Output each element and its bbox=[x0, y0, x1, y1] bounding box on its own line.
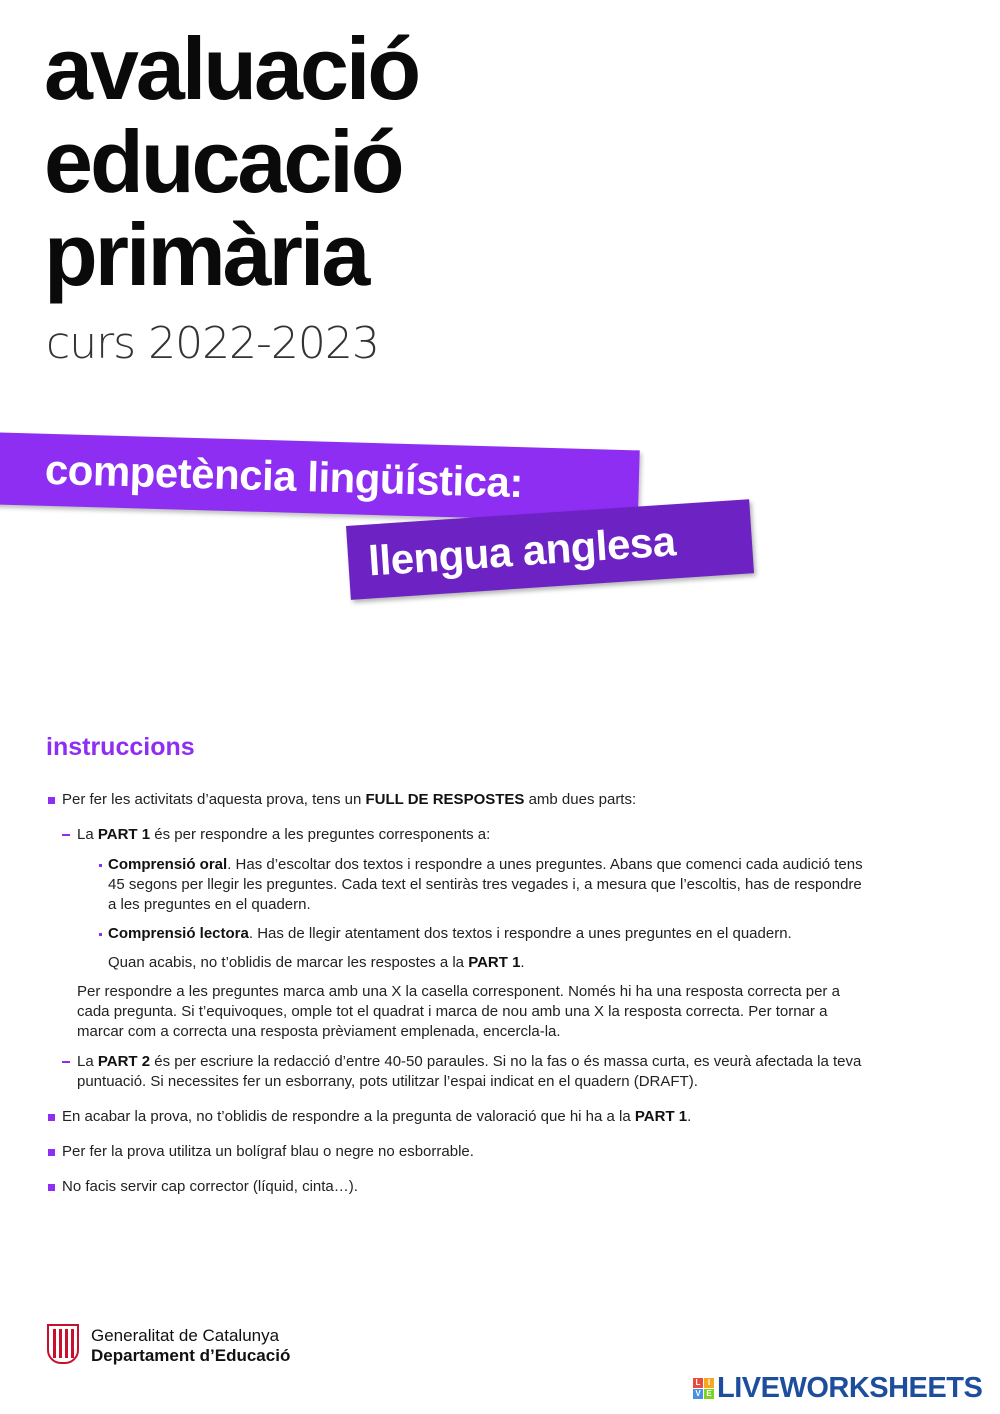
square-bullet-icon bbox=[48, 1149, 55, 1156]
title-line-1: avaluació bbox=[44, 19, 419, 118]
subject-banner-competence bbox=[0, 432, 640, 522]
banner-line-2: llengua anglesa bbox=[366, 517, 677, 585]
instruction-bullet-pen: Per fer la prova utilitza un bolígraf blau o negre no esborrable. bbox=[46, 1142, 866, 1162]
instruction-bullet-evaluation: En acabar la prova, no t’oblidis de respondre a la pregunta de valoració que hi ha a la PART 1. bbox=[46, 1107, 866, 1127]
instruction-part-2: La PART 2 és per escriure la redacció d’entre 40-50 paraules. Si no la fas o és massa curta, es veurà afectada la teva puntuació. Si necessites fer un esborrany, pots utilitzar l’espai indicat en el quadern (DRAFT). bbox=[46, 1052, 866, 1092]
instruction-bullet-answer-sheet: Per fer les activitats d’aquesta prova, tens un FULL DE RESPOSTES amb dues parts: bbox=[46, 790, 866, 810]
instruction-bullet-corrector: No facis servir cap corrector (líquid, cinta…). bbox=[46, 1177, 866, 1197]
liveworksheets-wordmark: LIVEWORKSHEETS bbox=[717, 1372, 983, 1404]
instructions-body bbox=[46, 790, 866, 1212]
instruction-reading-comprehension: Comprensió lectora. Has de llegir atentament dos textos i respondre a unes preguntes en el quadern. bbox=[46, 924, 866, 944]
instruction-part-1: La PART 1 és per respondre a les preguntes corresponents a: bbox=[46, 825, 866, 845]
generalitat-seal-icon bbox=[47, 1324, 79, 1364]
dot-bullet-icon bbox=[99, 864, 102, 867]
instructions-heading: instruccions bbox=[46, 733, 195, 761]
instruction-oral-comprehension: Comprensió oral. Has d’escoltar dos textos i respondre a unes preguntes. Abans que comenci cada audició tens 45 segons per llegir les preguntes. Cada text el sentiràs tres vegades i, a mesura que l’escoltis, has de respondre a les preguntes en el quadern. bbox=[46, 855, 866, 915]
school-year: curs 2022-2023 bbox=[46, 318, 379, 369]
dash-bullet-icon bbox=[62, 1061, 70, 1063]
square-bullet-icon bbox=[48, 1184, 55, 1191]
footer-government-name: Generalitat de Catalunya bbox=[91, 1326, 280, 1345]
instruction-how-to-answer: Per respondre a les preguntes marca amb una X la casella corresponent. Només hi ha una resposta correcta per a cada pregunta. Si t’equivoques, omple tot el quadrat i marca de nou amb una X la resposta correcta. Per tornar a marcar com a correcta una resposta prèviament emplenada, encercla-la. bbox=[77, 983, 840, 1040]
square-bullet-icon bbox=[48, 1114, 55, 1121]
footer-department-name: Departament d’Educació bbox=[91, 1346, 291, 1365]
dash-bullet-icon bbox=[62, 834, 70, 836]
liveworksheets-watermark bbox=[693, 1372, 982, 1405]
banner-line-1: competència lingüística: bbox=[44, 445, 524, 507]
liveworksheets-logo-icon: L I V E bbox=[693, 1378, 714, 1399]
main-title bbox=[44, 19, 419, 304]
dot-bullet-icon bbox=[99, 933, 102, 936]
instruction-mark-answers: Quan acabis, no t’oblidis de marcar les respostes a la PART 1. bbox=[108, 954, 525, 971]
title-line-2: educació bbox=[44, 112, 402, 211]
square-bullet-icon bbox=[48, 797, 55, 804]
title-line-3: primària bbox=[44, 205, 368, 304]
